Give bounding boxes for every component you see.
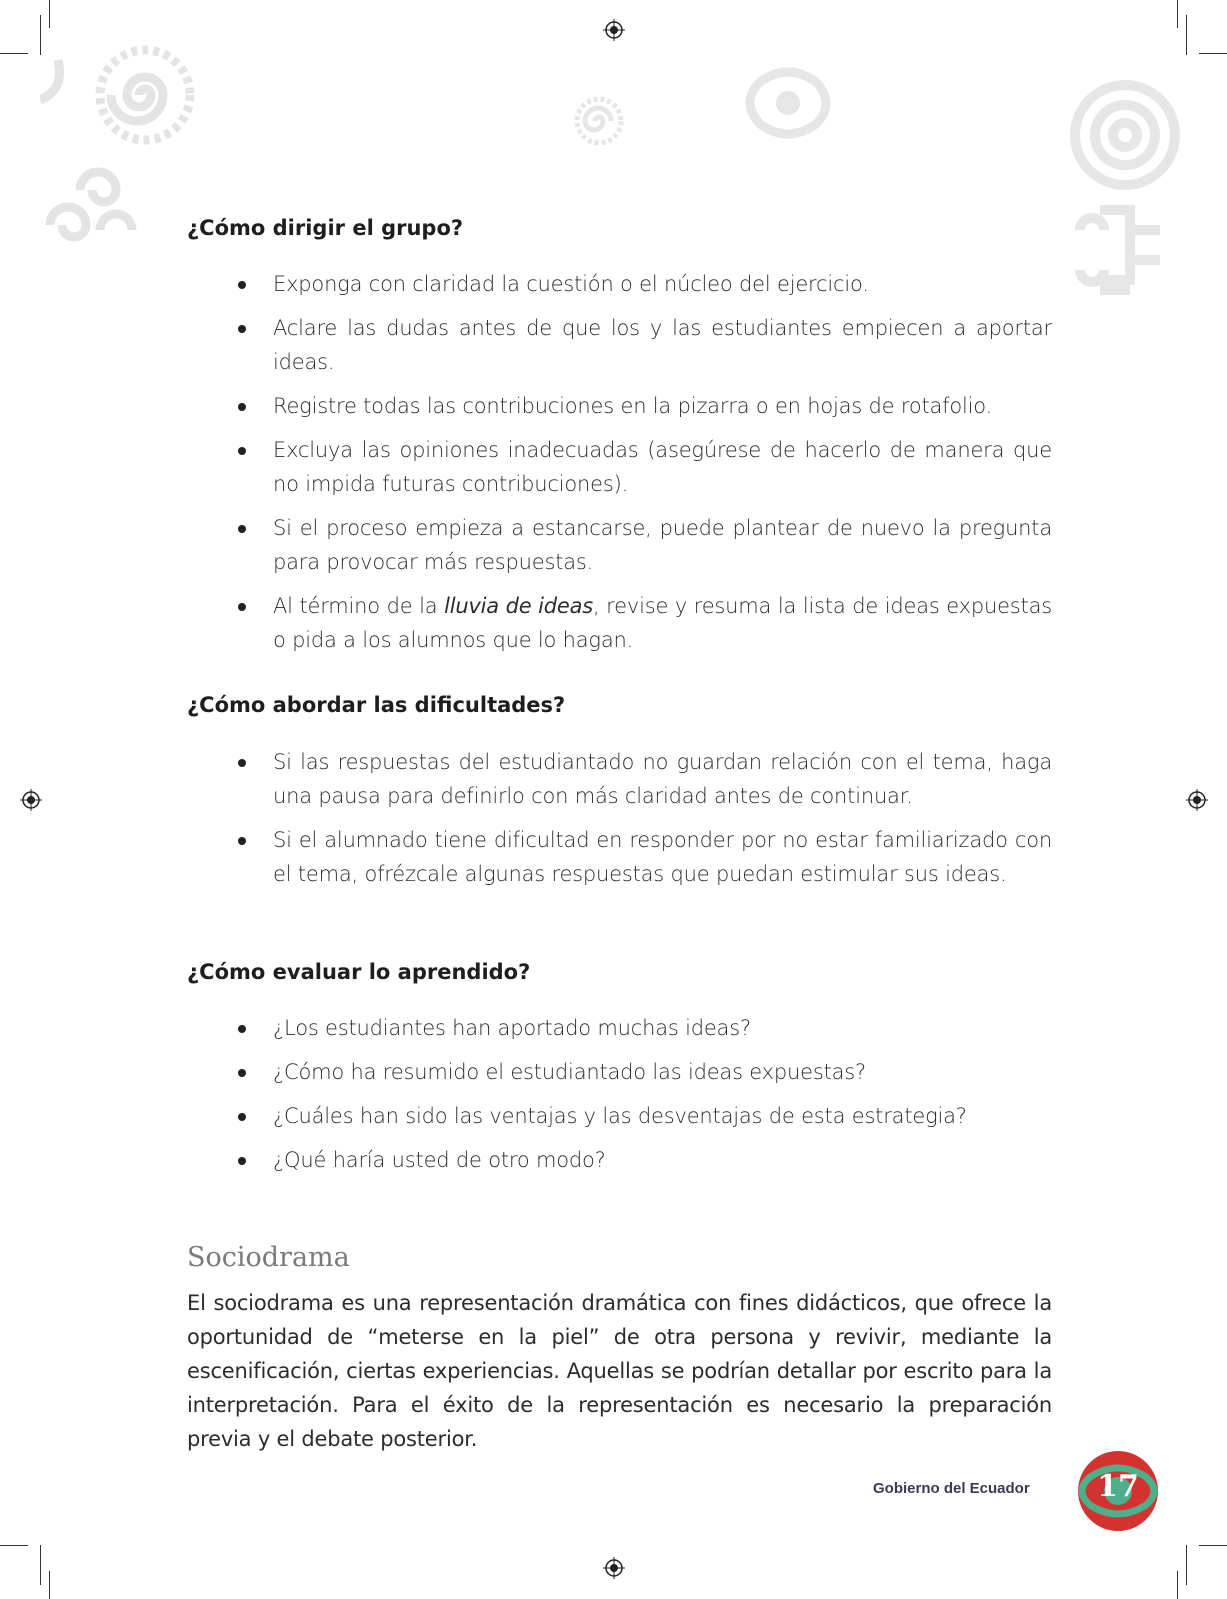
registration-mark-icon	[20, 789, 42, 811]
sociodrama-title: Sociodrama	[187, 1242, 350, 1273]
list-item: Si el proceso empieza a estancarse, puede plantear de nuevo la pregunta para provocar más respuestas.	[232, 511, 1052, 579]
bullet-icon	[238, 1157, 246, 1165]
crop-mark	[1177, 1571, 1178, 1599]
registration-mark-icon	[1186, 789, 1208, 811]
crop-mark	[1177, 0, 1178, 28]
bullet-icon	[238, 759, 246, 767]
list-item: Si el alumnado tiene dificultad en responder por no estar familiarizado con el tema, ofrézcale algunas respuestas que puedan estimular sus ideas.	[232, 823, 1052, 891]
list-item: Si las respuestas del estudiantado no guardan relación con el tema, haga una pausa para definirlo con más claridad antes de continuar.	[232, 745, 1052, 813]
section-heading: ¿Cómo dirigir el grupo?	[187, 216, 464, 240]
registration-mark-icon	[603, 1557, 625, 1579]
list-item: Registre todas las contribuciones en la pizarra o en hojas de rotafolio.	[232, 389, 1052, 423]
flower-ornament-icon	[745, 62, 831, 144]
crop-mark	[1186, 15, 1187, 55]
list-item: Exponga con claridad la cuestión o el núcleo del ejercicio.	[232, 267, 1052, 301]
bullet-icon	[238, 403, 246, 411]
crop-mark	[1186, 1545, 1187, 1585]
bullet-icon	[238, 325, 246, 333]
italic-term: lluvia de ideas	[444, 594, 594, 618]
section-heading: ¿Cómo evaluar lo aprendido?	[187, 960, 531, 984]
list-item: ¿Los estudiantes han aportado muchas ideas?	[232, 1011, 1052, 1045]
registration-mark-icon	[603, 19, 625, 41]
list-item: Excluya las opiniones inadecuadas (asegúrese de hacerlo de manera que no impida futuras contribuciones).	[232, 433, 1052, 501]
bullet-icon	[238, 525, 246, 533]
crop-mark	[0, 53, 28, 54]
crop-mark	[49, 0, 50, 28]
bullet-icon	[238, 1113, 246, 1121]
spiral-ornament-icon	[573, 95, 625, 147]
bullet-icon	[238, 1025, 246, 1033]
list-item: ¿Cómo ha resumido el estudiantado las ideas expuestas?	[232, 1055, 1052, 1089]
bullet-icon	[238, 447, 246, 455]
list-item: Al término de la lluvia de ideas, revise y resuma la lista de ideas expuestas o pida a los alumnos que lo hagan.	[232, 589, 1052, 657]
bullet-list	[232, 745, 1052, 901]
bullet-list	[232, 267, 1052, 667]
crop-mark	[0, 1545, 28, 1546]
spiral-ornament-icon	[40, 40, 200, 250]
list-item: ¿Qué haría usted de otro modo?	[232, 1143, 1052, 1177]
bullet-icon	[238, 281, 246, 289]
list-item: ¿Cuáles han sido las ventajas y las desventajas de esta estrategia?	[232, 1099, 1052, 1133]
bullet-icon	[238, 1069, 246, 1077]
publisher-label: Gobierno del Ecuador	[873, 1480, 1030, 1497]
list-item: Aclare las dudas antes de que los y las estudiantes empiecen a aportar ideas.	[232, 311, 1052, 379]
crop-mark	[49, 1571, 50, 1599]
section-heading: ¿Cómo abordar las dificultades?	[187, 693, 566, 717]
crop-mark	[40, 1545, 41, 1585]
bullet-icon	[238, 603, 246, 611]
sociodrama-paragraph: El sociodrama es una representación dramática con fines didácticos, que ofrece la oportunidad de “meterse en la piel” de otra persona y revivir, mediante la escenificación, ciertas experiencias. Aquellas se podrían detallar por escrito para la interpretación. Para el éxito de la representación es necesario la preparación previa y el debate posterior.	[187, 1291, 1052, 1451]
page-number: 17	[1097, 1469, 1139, 1504]
crop-mark	[1199, 53, 1227, 54]
bullet-list	[232, 1011, 1052, 1187]
crop-mark	[1199, 1545, 1227, 1546]
page-number-badge	[1076, 1449, 1160, 1533]
concentric-circles-icon	[1060, 80, 1200, 300]
bullet-icon	[238, 837, 246, 845]
